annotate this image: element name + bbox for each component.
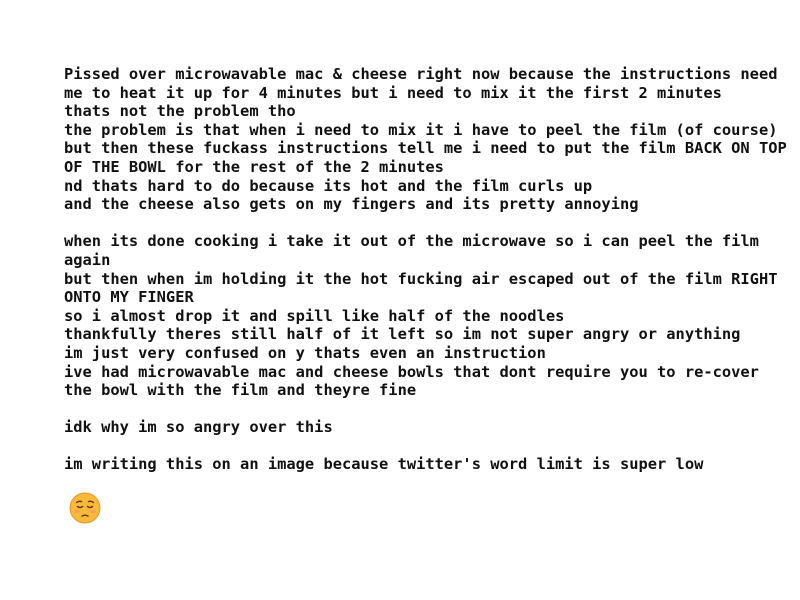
note-line: OF THE BOWL for the rest of the 2 minutes	[64, 157, 444, 176]
note-line: ONTO MY FINGER	[64, 288, 194, 307]
note-line: again	[64, 250, 111, 269]
note-line: Pissed over microwavable mac & cheese right now because the instructions need	[64, 65, 778, 83]
note-line: and the cheese also gets on my fingers and its pretty annoying	[64, 195, 639, 214]
note-line: ive had microwavable mac and cheese bowls that dont require you to re-cover	[64, 362, 759, 381]
note-line: idk why im so angry over this	[64, 418, 333, 437]
note-line: when its done cooking i take it out of the microwave so i can peel the film	[64, 232, 759, 251]
pensive-face-emoji-icon	[69, 492, 101, 524]
paragraph-spacer	[64, 400, 800, 419]
note-text-block	[64, 65, 800, 474]
note-line: thats not the problem tho	[64, 102, 296, 121]
paragraph-spacer	[64, 214, 800, 233]
note-line: me to heat it up for 4 minutes but i need to mix it the first 2 minutes	[64, 83, 722, 102]
note-line: nd thats hard to do because its hot and the film curls up	[64, 176, 593, 195]
note-line: the problem is that when i need to mix it i have to peel the film (of course)	[64, 120, 778, 139]
note-line: thankfully theres still half of it left so im not super angry or anything	[64, 325, 741, 344]
note-line: the bowl with the film and theyre fine	[64, 381, 417, 400]
note-line: im writing this on an image because twitter's word limit is super low	[64, 455, 704, 474]
note-line: but then when im holding it the hot fucking air escaped out of the film RIGHT	[64, 269, 778, 288]
note-line: im just very confused on y thats even an instruction	[64, 343, 546, 362]
paragraph-spacer	[64, 437, 800, 456]
note-line: but then these fuckass instructions tell me i need to put the film BACK ON TOP	[64, 139, 787, 158]
note-line: so i almost drop it and spill like half of the noodles	[64, 306, 565, 325]
